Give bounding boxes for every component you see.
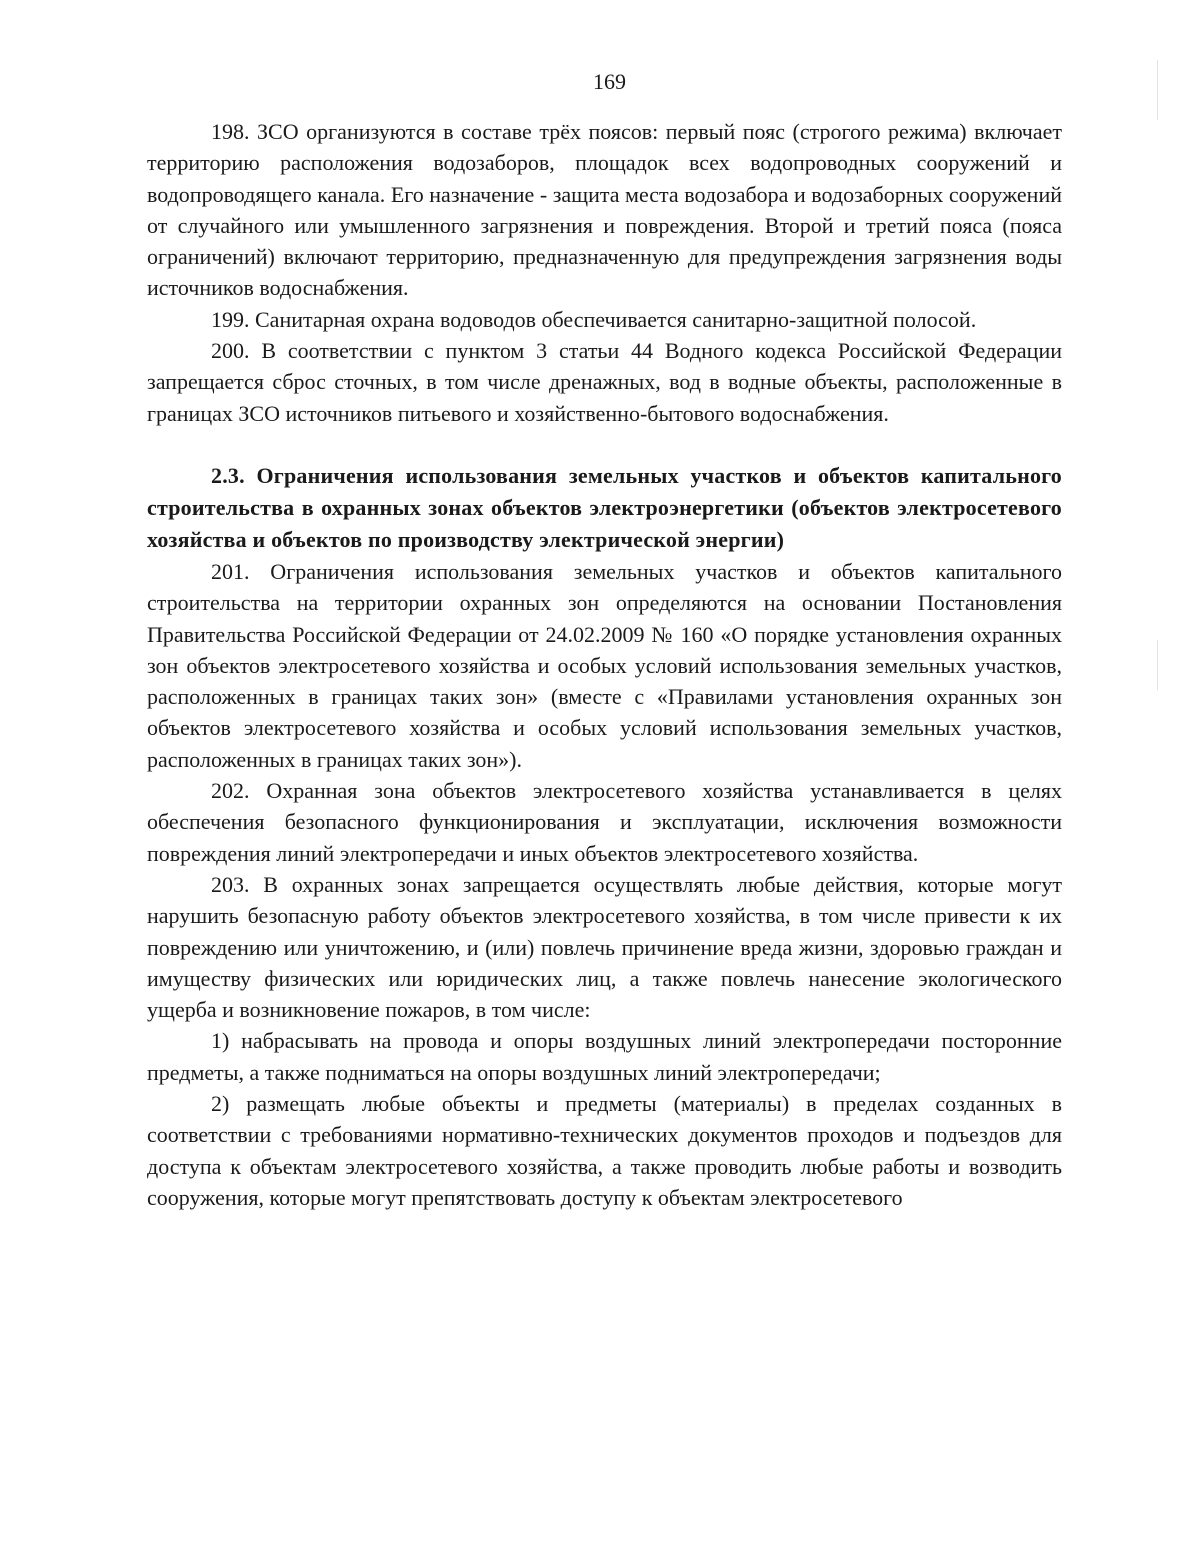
paragraph-199: 199. Санитарная охрана водоводов обеспечивается санитарно-защитной полосой. [211, 306, 977, 332]
scan-edge-mark [1157, 60, 1158, 120]
list-item-1: 1) набрасывать на провода и опоры воздушных линий электропередачи посторонние предметы, а также подниматься на опоры воздушных линий электропередачи; [147, 1028, 1062, 1085]
page-number: 169 [593, 69, 626, 94]
scan-edge-mark [1157, 640, 1158, 690]
section-heading: 2.3. Ограничения использования земельных участков и объектов капитального строительства в охранных зонах объектов электроэнергетики (объектов электросетевого хозяйства и объектов по производству электрической энергии) [147, 462, 1062, 552]
paragraph-201: 201. Ограничения использования земельных участков и объектов капитального строительства на территории охранных зон определяются на основании Постановления Правительства Российской Федерации от 24.02.2009 № 160 «О порядке установления охранных зон объектов электросетевого хозяйства и особых условий использования земельных участков, расположенных в границах таких зон» (вместе с «Правилами установления охранных зон объектов электросетевого хозяйства и особых условий использования земельных участков, расположенных в границах таких зон»). [147, 558, 1062, 772]
paragraph-200: 200. В соответствии с пунктом 3 статьи 44 Водного кодекса Российской Федерации запрещается сброс сточных, в том числе дренажных, вод в водные объекты, расположенные в границах ЗСО источников питьевого и хозяйственно-бытового водоснабжения. [147, 338, 1062, 426]
paragraph-202: 202. Охранная зона объектов электросетевого хозяйства устанавливается в целях обеспечения безопасного функционирования и эксплуатации, исключения возможности повреждения линий электропередачи и иных объектов электросетевого хозяйства. [147, 778, 1062, 866]
list-item-2: 2) размещать любые объекты и предметы (материалы) в пределах созданных в соответствии с требованиями нормативно-технических документов проходов и подъездов для доступа к объектам электросетевого хозяйства, а также проводить любые работы и возводить сооружения, которые могут препятствовать доступу к объектам электросетевого [147, 1091, 1062, 1210]
paragraph-198: 198. ЗСО организуются в составе трёх поясов: первый пояс (строгого режима) включает территорию расположения водозаборов, площадок всех водопроводных сооружений и водопроводящего канала. Его назначение - защита места водозабора и водозаборных сооружений от случайного или умышленного загрязнения и повреждения. Второй и третий пояса (пояса ограничений) включают территорию, предназначенную для предупреждения загрязнения воды источников водоснабжения. [147, 119, 1062, 301]
paragraph-203: 203. В охранных зонах запрещается осуществлять любые действия, которые могут нарушить безопасную работу объектов электросетевого хозяйства, в том числе привести к их повреждению или уничтожению, и (или) повлечь причинение вреда жизни, здоровью граждан и имуществу физических или юридических лиц, а также повлечь нанесение экологического ущерба и возникновение пожаров, в том числе: [147, 871, 1062, 1023]
document-page [147, 66, 1062, 1546]
section-spacer [147, 429, 1062, 460]
